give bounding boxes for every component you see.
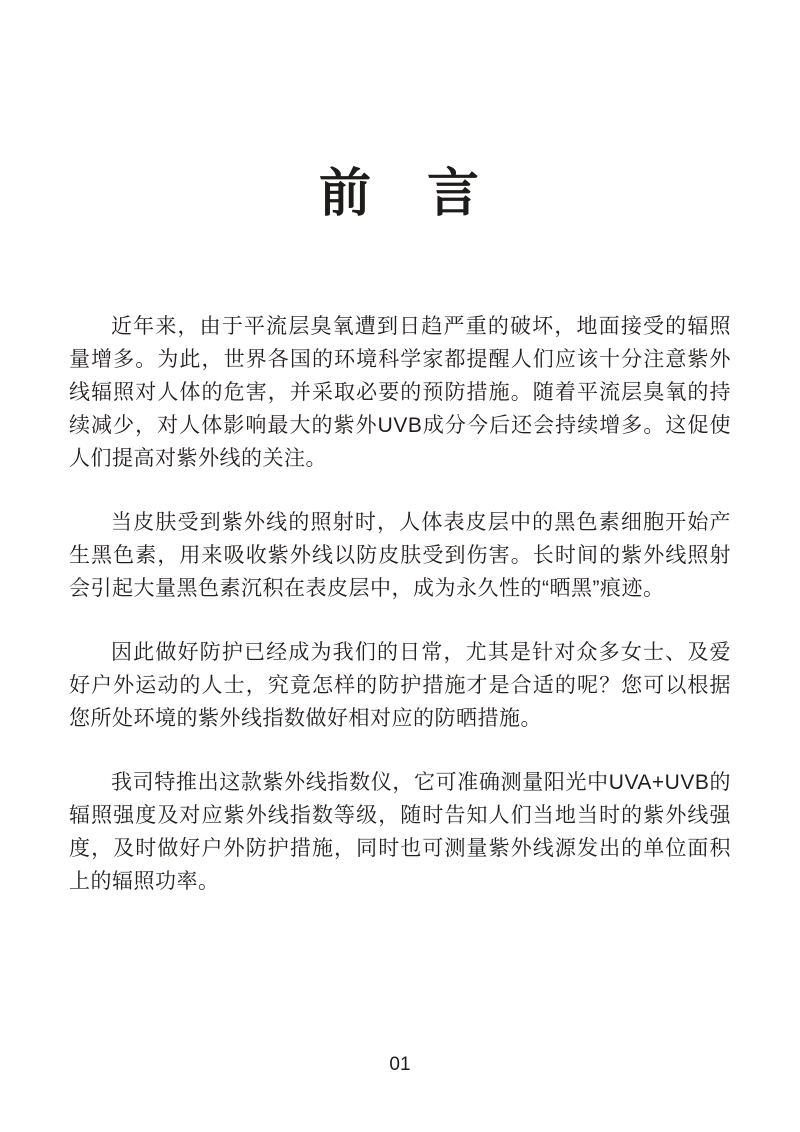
- body-text-block: [69, 310, 731, 898]
- paragraph-product-introduction: 我司特推出这款紫外线指数仪，它可准确测量阳光中UVA+UVB的辐照强度及对应紫外线指数等级，随时告知人们当地当时的紫外线强度，及时做好户外防护措施，同时也可测量紫外线源发出的单位面积上的辐照功率。: [69, 771, 731, 893]
- paragraph-protection-measures: 因此做好防护已经成为我们的日常，尤其是针对众多女士、及爱好户外运动的人士，究竟怎样的防护措施才是合适的呢？您可以根据您所处环境的紫外线指数做好相对应的防晒措施。: [69, 641, 731, 730]
- page-title: 前 言: [318, 165, 481, 223]
- paragraph-skin-melanin: 当皮肤受到紫外线的照射时，人体表皮层中的黑色素细胞开始产生黑色素，用来吸收紫外线以防皮肤受到伤害。长时间的紫外线照射会引起大量黑色素沉积在表皮层中，成为永久性的“晒黑”痕迹。: [69, 511, 731, 600]
- page-number: 01: [389, 1054, 411, 1075]
- paragraph-ozone-depletion: 近年来，由于平流层臭氧遭到日趋严重的破坏，地面接受的辐照量增多。为此，世界各国的环境科学家都提醒人们应该十分注意紫外线辐照对人体的危害，并采取必要的预防措施。随着平流层臭氧的持续减少，对人体影响最大的紫外UVB成分今后还会持续增多。这促使人们提高对紫外线的关注。: [69, 315, 731, 470]
